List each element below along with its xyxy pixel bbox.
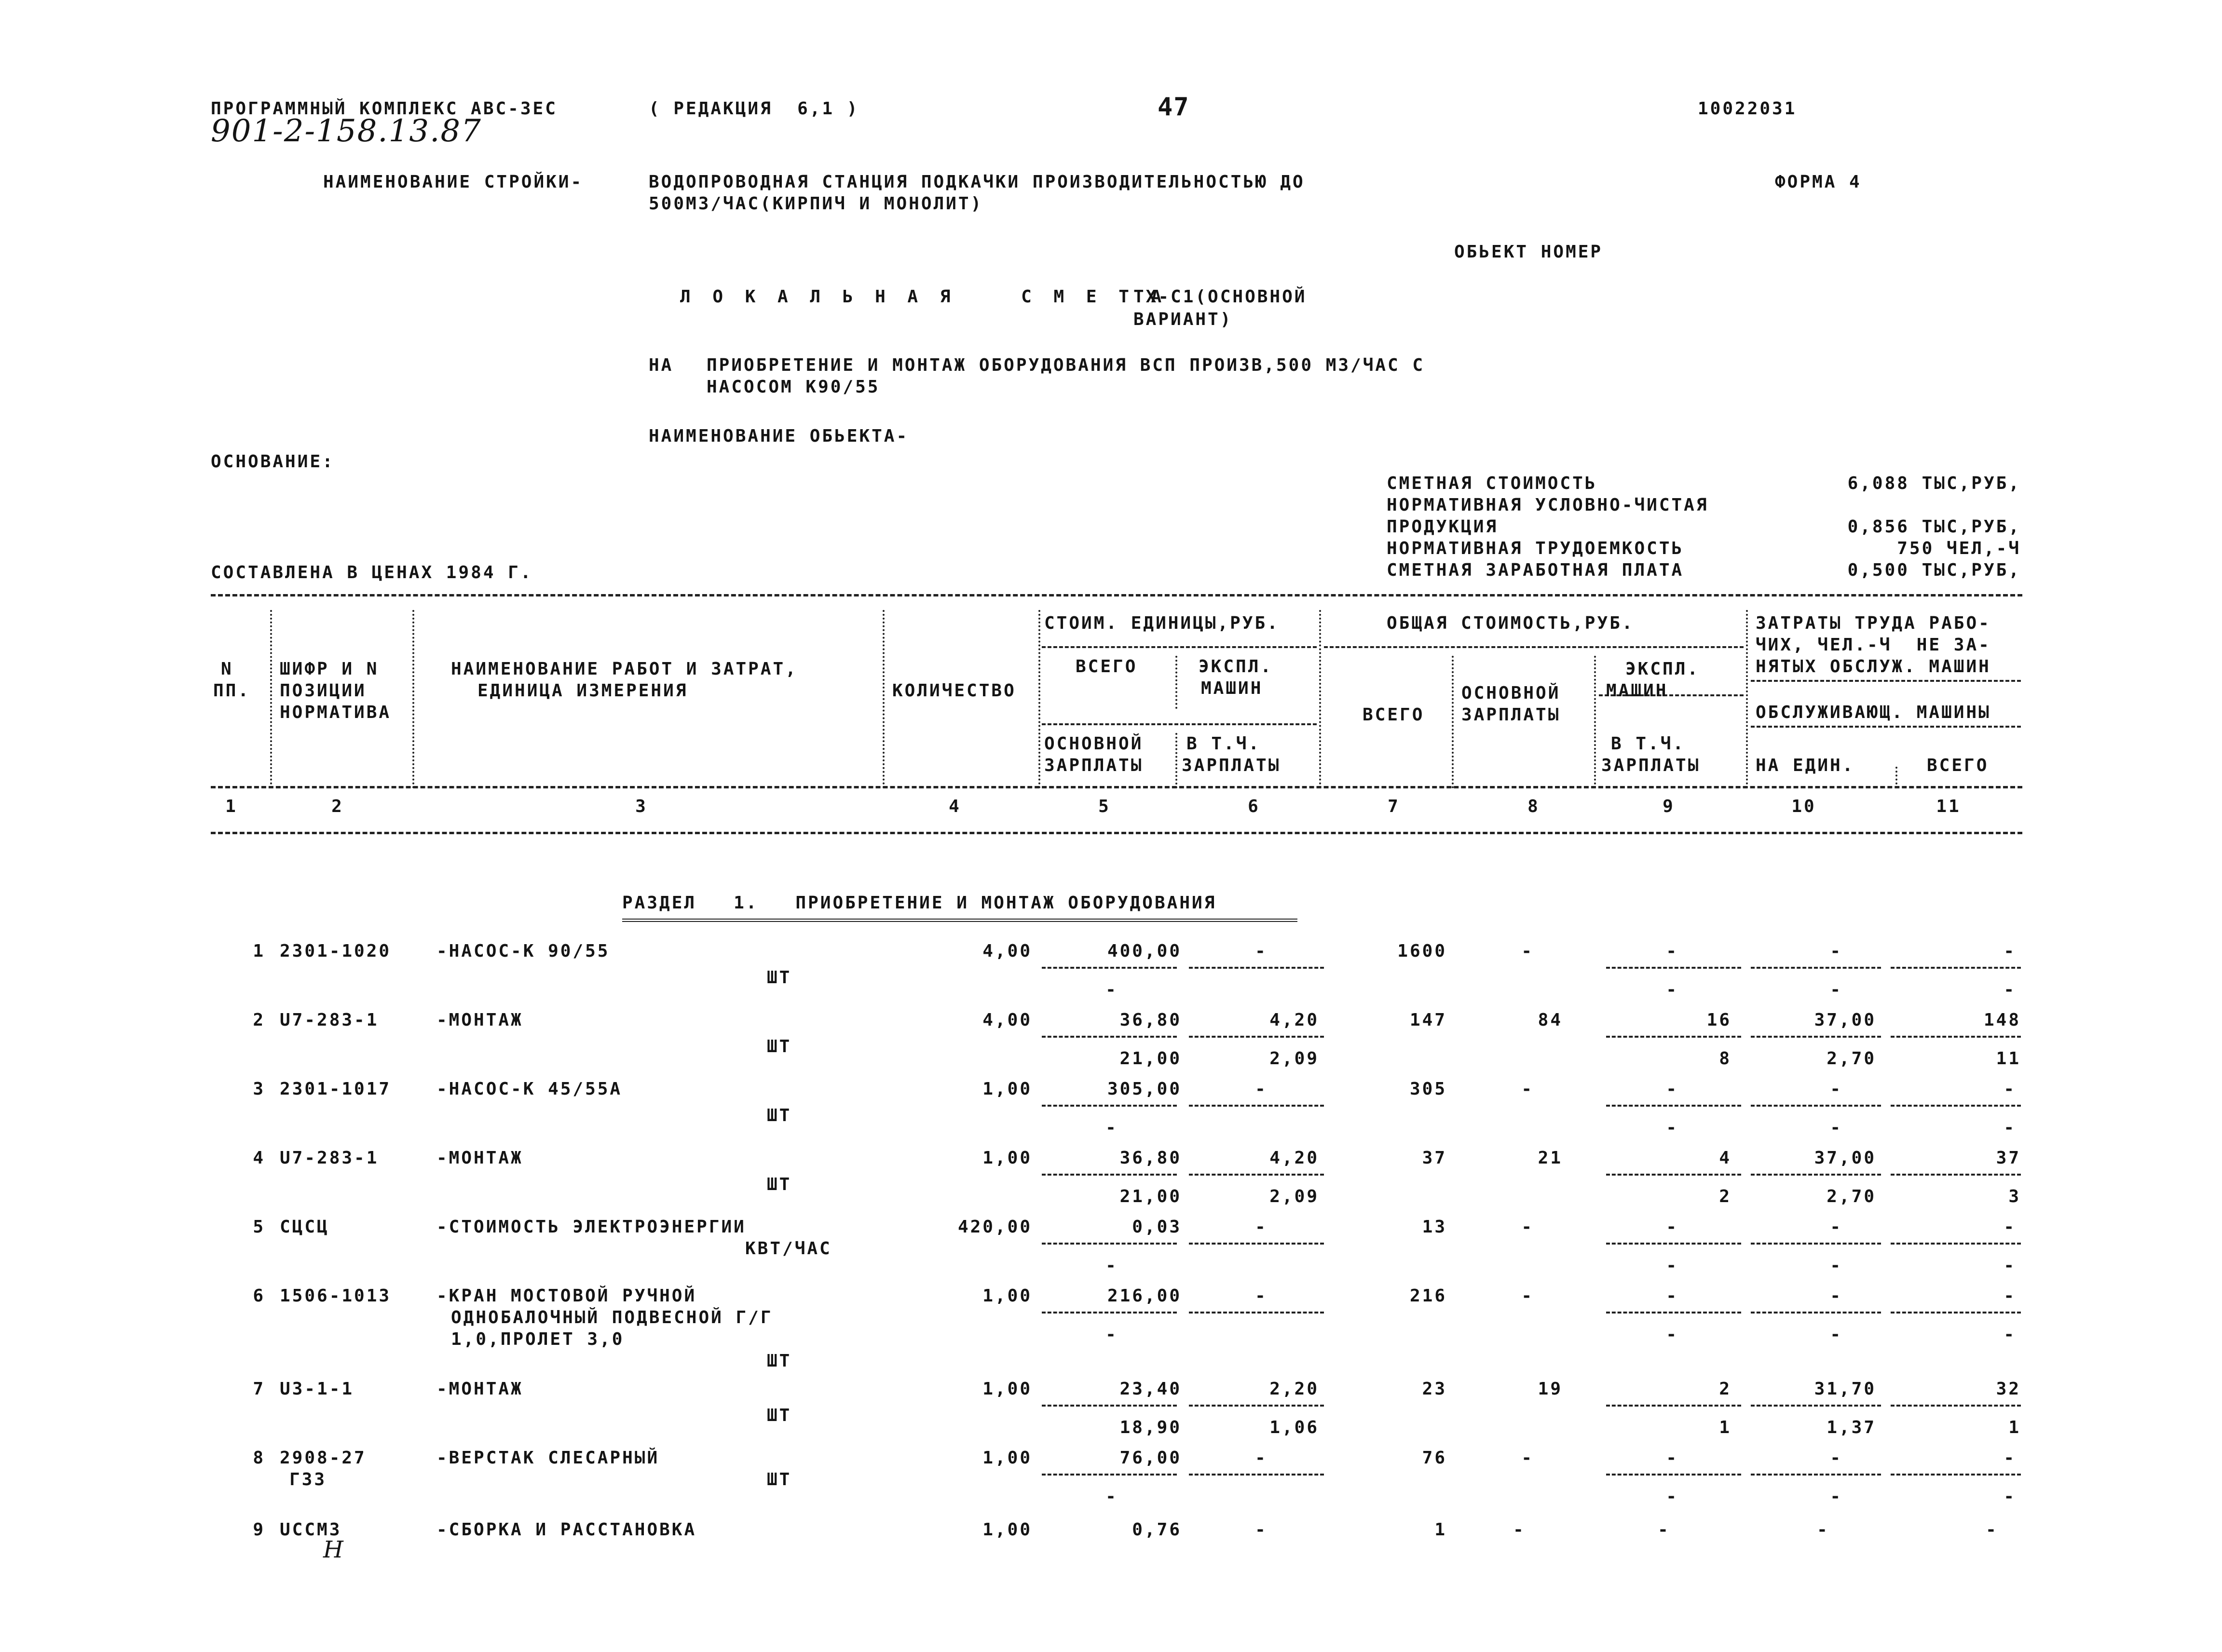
cell-separator xyxy=(1606,967,1741,969)
column-divider xyxy=(412,610,414,788)
col-8-title: ЗАРПЛАТЫ xyxy=(1461,705,1561,725)
row-labor-machines-total: 3 xyxy=(2008,1187,2021,1206)
row-wages: - xyxy=(1521,1217,1534,1237)
row-labor-machines-per-unit: - xyxy=(1830,1118,1842,1137)
summary-value-3: 0,856 ТЫС,РУБ, xyxy=(1847,517,2021,537)
row-labor-per-unit: - xyxy=(1817,1520,1829,1540)
row-labor-per-unit: - xyxy=(1830,1217,1842,1237)
row-code: СЦСЦ xyxy=(280,1217,329,1237)
row-number: 3 xyxy=(253,1079,265,1099)
construction-line-2: 500М3/ЧАС(КИРПИЧ И МОНОЛИТ) xyxy=(649,194,983,214)
row-base-wages: 21,00 xyxy=(1119,1187,1182,1206)
cell-separator xyxy=(1606,1036,1741,1038)
row-labor-per-unit: - xyxy=(1830,1286,1842,1306)
row-labor-total: - xyxy=(2004,941,2016,961)
row-unit: ШТ xyxy=(767,1351,792,1371)
row-base-wages: - xyxy=(1105,1118,1118,1137)
col-2-title: НОРМАТИВА xyxy=(280,703,392,722)
column-divider xyxy=(1594,656,1596,788)
row-labor-machines-total: 11 xyxy=(1996,1049,2021,1069)
cell-separator xyxy=(1891,1243,2021,1245)
row-machine-wages-total: 2 xyxy=(1719,1187,1731,1206)
col-1-title: ПП. xyxy=(213,681,251,701)
row-labor-total: - xyxy=(1986,1520,1998,1540)
column-number: 5 xyxy=(1098,797,1111,816)
row-labor-machines-per-unit: - xyxy=(1830,1325,1842,1344)
col-9-title: МАШИН xyxy=(1606,681,1668,701)
row-labor-total: - xyxy=(2004,1079,2016,1099)
row-unit-cost: 36,80 xyxy=(1119,1010,1182,1030)
cell-separator xyxy=(1189,1474,1324,1476)
row-machine-cost: - xyxy=(1255,1448,1268,1468)
column-number: 3 xyxy=(635,797,648,816)
col-6-title: ЗАРПЛАТЫ xyxy=(1182,756,1281,775)
col-11-title: ВСЕГО xyxy=(1927,756,1989,775)
row-total: 216 xyxy=(1409,1286,1447,1306)
row-unit-cost: 305,00 xyxy=(1107,1079,1182,1099)
row-name: -ВЕРСТАК СЛЕСАРНЫЙ xyxy=(436,1448,660,1468)
column-numbers-bottom-rule xyxy=(211,832,2022,834)
row-base-wages: - xyxy=(1105,980,1118,1000)
row-machine-cost: - xyxy=(1255,941,1268,961)
row-labor-machines-total: - xyxy=(2004,1256,2016,1275)
row-number: 4 xyxy=(253,1148,265,1168)
row-machine-total: - xyxy=(1666,941,1678,961)
cell-separator xyxy=(1606,1105,1741,1107)
row-labor-total: - xyxy=(2004,1448,2016,1468)
row-labor-machines-per-unit: 1,37 xyxy=(1827,1418,1876,1437)
row-labor-machines-per-unit: - xyxy=(1830,1256,1842,1275)
row-machine-cost: - xyxy=(1255,1217,1268,1237)
row-machine-total: 16 xyxy=(1706,1010,1731,1030)
row-machine-wages-total: - xyxy=(1666,1487,1678,1506)
cell-separator xyxy=(1189,967,1324,969)
row-number: 6 xyxy=(253,1286,265,1306)
row-name: -МОНТАЖ xyxy=(436,1379,523,1399)
row-machine-wages-total: - xyxy=(1666,1325,1678,1344)
form-label: ФОРМА 4 xyxy=(1775,172,1862,192)
row-name: -НАСОС-К 90/55 xyxy=(436,941,610,961)
column-number: 1 xyxy=(225,797,238,816)
cell-separator xyxy=(1751,1105,1881,1107)
column-number: 2 xyxy=(331,797,344,816)
row-name-line-3: 1,0,ПРОЛЕТ 3,0 xyxy=(451,1329,625,1349)
row-quantity: 1,00 xyxy=(982,1148,1032,1168)
smeta-title: Л О К А Л Ь Н А Я С М Е Т А xyxy=(680,287,1168,307)
col-6-title: ЭКСПЛ. xyxy=(1199,657,1273,677)
row-labor-total: 148 xyxy=(1983,1010,2021,1030)
row-labor-machines-total: - xyxy=(2004,1487,2016,1506)
cell-separator xyxy=(1042,1312,1177,1313)
row-number: 1 xyxy=(253,941,265,961)
col-3-title: ЕДИНИЦА ИЗМЕРЕНИЯ xyxy=(477,681,688,701)
summary-value-1: 6,088 ТЫС,РУБ, xyxy=(1847,474,2021,493)
summary-value-4: 750 ЧЕЛ,-Ч xyxy=(1897,539,2021,558)
row-machine-total: 4 xyxy=(1719,1148,1731,1168)
smeta-code-line-2: ВАРИАНТ) xyxy=(1133,310,1233,329)
row-unit-cost: 216,00 xyxy=(1107,1286,1182,1306)
col-8-title: ОСНОВНОЙ xyxy=(1461,683,1561,703)
row-labor-machines-total: - xyxy=(2004,1118,2016,1137)
col-4-title: КОЛИЧЕСТВО xyxy=(892,681,1016,701)
col-9-title: ЗАРПЛАТЫ xyxy=(1601,756,1701,775)
col-9-title: В Т.Ч. xyxy=(1611,734,1686,754)
row-labor-machines-total: - xyxy=(2004,980,2016,1000)
row-unit-cost: 23,40 xyxy=(1119,1379,1182,1399)
cell-separator xyxy=(1042,1174,1177,1176)
cell-separator xyxy=(1606,1312,1741,1313)
row-unit-cost: 76,00 xyxy=(1119,1448,1182,1468)
row-labor-per-unit: 31,70 xyxy=(1814,1379,1876,1399)
row-wages: - xyxy=(1521,1286,1534,1306)
column-numbers-top-rule xyxy=(211,786,2022,788)
row-quantity: 4,00 xyxy=(982,941,1032,961)
construction-label: НАИМЕНОВАНИЕ СТРОЙКИ- xyxy=(323,172,584,192)
cell-separator xyxy=(1751,1474,1881,1476)
row-labor-total: - xyxy=(2004,1286,2016,1306)
row-machine-cost: 4,20 xyxy=(1269,1010,1319,1030)
section-title: РАЗДЕЛ 1. ПРИОБРЕТЕНИЕ И МОНТАЖ ОБОРУДОВАНИЯ xyxy=(622,893,1217,913)
header-separator xyxy=(1324,646,1744,648)
row-quantity: 1,00 xyxy=(982,1079,1032,1099)
row-number: 8 xyxy=(253,1448,265,1468)
row-total: 13 xyxy=(1422,1217,1447,1237)
row-name: -СБОРКА И РАССТАНОВКА xyxy=(436,1520,697,1540)
row-name: -КРАН МОСТОВОЙ РУЧНОЙ xyxy=(436,1286,697,1306)
cell-separator xyxy=(1751,1243,1881,1245)
col-5-title: ЗАРПЛАТЫ xyxy=(1044,756,1144,775)
cell-separator xyxy=(1042,1105,1177,1107)
row-code: U7-283-1 xyxy=(280,1010,379,1030)
row-base-wages: - xyxy=(1105,1256,1118,1275)
row-machine-wages: 1,06 xyxy=(1269,1418,1319,1437)
row-quantity: 1,00 xyxy=(982,1286,1032,1306)
row-labor-per-unit: - xyxy=(1830,1448,1842,1468)
price-level: СОСТАВЛЕНА В ЦЕНАХ 1984 Г. xyxy=(211,563,533,582)
cell-separator xyxy=(1606,1174,1741,1176)
row-machine-total: - xyxy=(1666,1448,1678,1468)
row-total: 305 xyxy=(1409,1079,1447,1099)
row-total: 147 xyxy=(1409,1010,1447,1030)
row-wages: - xyxy=(1521,941,1534,961)
row-unit-cost: 36,80 xyxy=(1119,1148,1182,1168)
col-10-title: НА ЕДИН. xyxy=(1756,756,1855,775)
basis-label: ОСНОВАНИЕ: xyxy=(211,452,335,472)
row-machine-wages-total: 8 xyxy=(1719,1049,1731,1069)
cell-separator xyxy=(1751,1312,1881,1313)
cell-separator xyxy=(1891,967,2021,969)
object-name-label: НАИМЕНОВАНИЕ ОБЬЕКТА- xyxy=(649,426,909,446)
row-name: -СТОИМОСТЬ ЭЛЕКТРОЭНЕРГИИ xyxy=(436,1217,746,1237)
row-total: 23 xyxy=(1422,1379,1447,1399)
row-wages: - xyxy=(1513,1520,1526,1540)
row-code: 2908-27 xyxy=(280,1448,367,1468)
row-code: U7-283-1 xyxy=(280,1148,379,1168)
col-5-title: ОСНОВНОЙ xyxy=(1044,734,1144,754)
cell-separator xyxy=(1042,1474,1177,1476)
column-divider xyxy=(1175,656,1177,709)
header-separator xyxy=(1042,646,1317,648)
row-machine-total: 2 xyxy=(1719,1379,1731,1399)
row-name: -МОНТАЖ xyxy=(436,1148,523,1168)
column-number: 6 xyxy=(1248,797,1260,816)
col-3-title: НАИМЕНОВАНИЕ РАБОТ И ЗАТРАТ, xyxy=(451,659,798,679)
total-cost-header: ОБЩАЯ СТОИМОСТЬ,РУБ. xyxy=(1387,613,1635,633)
labor-header: ОБСЛУЖИВАЮЩ. МАШИНЫ xyxy=(1756,703,1991,722)
column-divider xyxy=(1319,610,1321,788)
row-wages: 84 xyxy=(1538,1010,1563,1030)
row-machine-cost: 2,20 xyxy=(1269,1379,1319,1399)
row-unit: ШТ xyxy=(767,1037,792,1056)
row-total: 37 xyxy=(1422,1148,1447,1168)
cell-separator xyxy=(1751,1405,1881,1407)
page-number: 47 xyxy=(1158,93,1190,122)
col-5-title: ВСЕГО xyxy=(1076,657,1138,677)
row-base-wages: - xyxy=(1105,1325,1118,1344)
row-machine-cost: 4,20 xyxy=(1269,1148,1319,1168)
column-divider xyxy=(1175,733,1177,788)
cell-separator xyxy=(1606,1405,1741,1407)
handwritten-mark: Н xyxy=(323,1536,344,1563)
col-1-title: N xyxy=(221,659,233,679)
cell-separator xyxy=(1189,1312,1324,1313)
row-base-wages: 18,90 xyxy=(1119,1418,1182,1437)
construction-line-1: ВОДОПРОВОДНАЯ СТАНЦИЯ ПОДКАЧКИ ПРОИЗВОДИТЕЛЬНОСТЬЮ ДО xyxy=(649,172,1305,192)
row-machine-wages-total: - xyxy=(1666,1256,1678,1275)
row-machine-cost: - xyxy=(1255,1079,1268,1099)
row-name: -МОНТАЖ xyxy=(436,1010,523,1030)
column-number: 8 xyxy=(1527,797,1540,816)
summary-label-4: НОРМАТИВНАЯ ТРУДОЕМКОСТЬ xyxy=(1387,539,1684,558)
row-unit-cost: 400,00 xyxy=(1107,941,1182,961)
row-labor-per-unit: - xyxy=(1830,941,1842,961)
row-number: 7 xyxy=(253,1379,265,1399)
cell-separator xyxy=(1751,1036,1881,1038)
header-separator xyxy=(1751,680,2021,682)
row-unit: КВТ/ЧАС xyxy=(745,1239,832,1259)
summary-label-1: СМЕТНАЯ СТОИМОСТЬ xyxy=(1387,474,1597,493)
cell-separator xyxy=(1891,1312,2021,1313)
cell-separator xyxy=(1891,1105,2021,1107)
col-2-title: ШИФР И N xyxy=(280,659,379,679)
row-machine-cost: - xyxy=(1255,1286,1268,1306)
cell-separator xyxy=(1891,1036,2021,1038)
row-wages: - xyxy=(1521,1448,1534,1468)
column-divider xyxy=(1895,767,1897,788)
row-labor-per-unit: 37,00 xyxy=(1814,1010,1876,1030)
cell-separator xyxy=(1189,1105,1324,1107)
labor-header: ЧИХ, ЧЕЛ.-Ч НЕ ЗА- xyxy=(1756,635,1991,655)
col-7-title: ВСЕГО xyxy=(1363,705,1425,725)
row-machine-total: - xyxy=(1666,1079,1678,1099)
row-machine-total: - xyxy=(1658,1520,1670,1540)
cell-separator xyxy=(1042,1243,1177,1245)
header-separator xyxy=(1751,726,2021,728)
row-wages: 21 xyxy=(1538,1148,1563,1168)
cell-separator xyxy=(1751,1174,1881,1176)
column-number: 7 xyxy=(1388,797,1400,816)
row-labor-machines-per-unit: - xyxy=(1830,1487,1842,1506)
row-unit-cost: 0,03 xyxy=(1132,1217,1182,1237)
row-unit: ШТ xyxy=(767,1406,792,1425)
cell-separator xyxy=(1042,1036,1177,1038)
handwritten-project-code: 901-2-158.13.87 xyxy=(211,113,482,149)
row-quantity: 1,00 xyxy=(982,1520,1032,1540)
cell-separator xyxy=(1891,1174,2021,1176)
program-name: ПРОГРАММНЫЙ КОМПЛЕКС АВС-3ЕС xyxy=(211,99,558,119)
summary-label-3: ПРОДУКЦИЯ xyxy=(1387,517,1499,537)
row-code: U3-1-1 xyxy=(280,1379,354,1399)
row-number: 5 xyxy=(253,1217,265,1237)
row-labor-total: - xyxy=(2004,1217,2016,1237)
cell-separator xyxy=(1042,1405,1177,1407)
column-number: 10 xyxy=(1791,797,1816,816)
row-code-continuation: Г33 xyxy=(289,1470,327,1490)
column-divider xyxy=(1038,610,1040,788)
cell-separator xyxy=(1042,967,1177,969)
row-unit: ШТ xyxy=(767,1470,792,1490)
row-code: 1506-1013 xyxy=(280,1286,392,1306)
column-number: 9 xyxy=(1663,797,1675,816)
row-base-wages: - xyxy=(1105,1487,1118,1506)
row-machine-wages: 2,09 xyxy=(1269,1049,1319,1069)
cell-separator xyxy=(1189,1405,1324,1407)
row-unit: ШТ xyxy=(767,968,792,988)
col-9-title: ЭКСПЛ. xyxy=(1625,659,1700,679)
row-labor-machines-total: - xyxy=(2004,1325,2016,1344)
row-labor-machines-total: 1 xyxy=(2008,1418,2021,1437)
cell-separator xyxy=(1606,1474,1741,1476)
row-name: -НАСОС-К 45/55А xyxy=(436,1079,623,1099)
row-labor-per-unit: 37,00 xyxy=(1814,1148,1876,1168)
edition: ( РЕДАКЦИЯ 6,1 ) xyxy=(649,99,859,119)
row-name-line-2: ОДНОБАЛОЧНЫЙ ПОДВЕСНОЙ Г/Г xyxy=(451,1308,773,1327)
row-unit: ШТ xyxy=(767,1175,792,1194)
row-quantity: 420,00 xyxy=(957,1217,1032,1237)
object-number-label: ОБЬЕКТ НОМЕР xyxy=(1454,242,1603,262)
document-code: 10022031 xyxy=(1698,99,1797,119)
table-top-rule xyxy=(211,594,2022,596)
col-6-title: В Т.Ч. xyxy=(1186,734,1261,754)
cell-separator xyxy=(1606,1243,1741,1245)
column-divider xyxy=(883,610,885,788)
row-unit-cost: 0,76 xyxy=(1132,1520,1182,1540)
row-wages: - xyxy=(1521,1079,1534,1099)
row-code: 2301-1017 xyxy=(280,1079,392,1099)
row-machine-wages-total: 1 xyxy=(1719,1418,1731,1437)
labor-header: НЯТЫХ ОБСЛУЖ. МАШИН xyxy=(1756,657,1991,677)
row-machine-wages-total: - xyxy=(1666,980,1678,1000)
unit-cost-header: СТОИМ. ЕДИНИЦЫ,РУБ. xyxy=(1044,613,1280,633)
row-machine-total: - xyxy=(1666,1217,1678,1237)
subject-line-2: НАСОСОМ К90/55 xyxy=(707,377,880,397)
summary-label-5: СМЕТНАЯ ЗАРАБОТНАЯ ПЛАТА xyxy=(1387,560,1684,580)
row-total: 1600 xyxy=(1397,941,1447,961)
column-divider xyxy=(1452,656,1454,788)
row-labor-machines-per-unit: - xyxy=(1830,980,1842,1000)
row-labor-total: 37 xyxy=(1996,1148,2021,1168)
col-6-title: МАШИН xyxy=(1201,678,1263,698)
row-machine-wages: 2,09 xyxy=(1269,1187,1319,1206)
row-wages: 19 xyxy=(1538,1379,1563,1399)
row-machine-wages-total: - xyxy=(1666,1118,1678,1137)
column-number: 11 xyxy=(1936,797,1961,816)
labor-header: ЗАТРАТЫ ТРУДА РАБО- xyxy=(1756,613,1991,633)
column-divider xyxy=(270,610,272,788)
subject-line-1: ПРИОБРЕТЕНИЕ И МОНТАЖ ОБОРУДОВАНИЯ ВСП ПРОИЗВ,500 М3/ЧАС С xyxy=(707,355,1425,375)
summary-label-2: НОРМАТИВНАЯ УСЛОВНО-ЧИСТАЯ xyxy=(1387,495,1709,515)
cell-separator xyxy=(1189,1174,1324,1176)
row-base-wages: 21,00 xyxy=(1119,1049,1182,1069)
cell-separator xyxy=(1751,967,1881,969)
row-total: 76 xyxy=(1422,1448,1447,1468)
row-code: 2301-1020 xyxy=(280,941,392,961)
row-quantity: 1,00 xyxy=(982,1448,1032,1468)
smeta-code-line-1: ТХ-С1(ОСНОВНОЙ xyxy=(1133,287,1307,307)
header-separator xyxy=(1042,723,1317,725)
row-total: 1 xyxy=(1434,1520,1447,1540)
on-label: НА xyxy=(649,355,674,375)
column-divider xyxy=(1746,610,1748,788)
row-code: UCCM3 xyxy=(280,1520,342,1540)
section-underline xyxy=(622,919,1297,922)
column-number: 4 xyxy=(949,797,961,816)
row-labor-machines-per-unit: 2,70 xyxy=(1827,1049,1876,1069)
cell-separator xyxy=(1189,1036,1324,1038)
row-number: 2 xyxy=(253,1010,265,1030)
cell-separator xyxy=(1891,1405,2021,1407)
row-unit: ШТ xyxy=(767,1106,792,1125)
row-quantity: 4,00 xyxy=(982,1010,1032,1030)
row-machine-cost: - xyxy=(1255,1520,1268,1540)
row-number: 9 xyxy=(253,1520,265,1540)
col-2-title: ПОЗИЦИИ xyxy=(280,681,367,701)
row-machine-total: - xyxy=(1666,1286,1678,1306)
cell-separator xyxy=(1891,1474,2021,1476)
row-labor-machines-per-unit: 2,70 xyxy=(1827,1187,1876,1206)
row-labor-total: 32 xyxy=(1996,1379,2021,1399)
row-labor-per-unit: - xyxy=(1830,1079,1842,1099)
summary-value-5: 0,500 ТЫС,РУБ, xyxy=(1847,560,2021,580)
cell-separator xyxy=(1189,1243,1324,1245)
row-quantity: 1,00 xyxy=(982,1379,1032,1399)
